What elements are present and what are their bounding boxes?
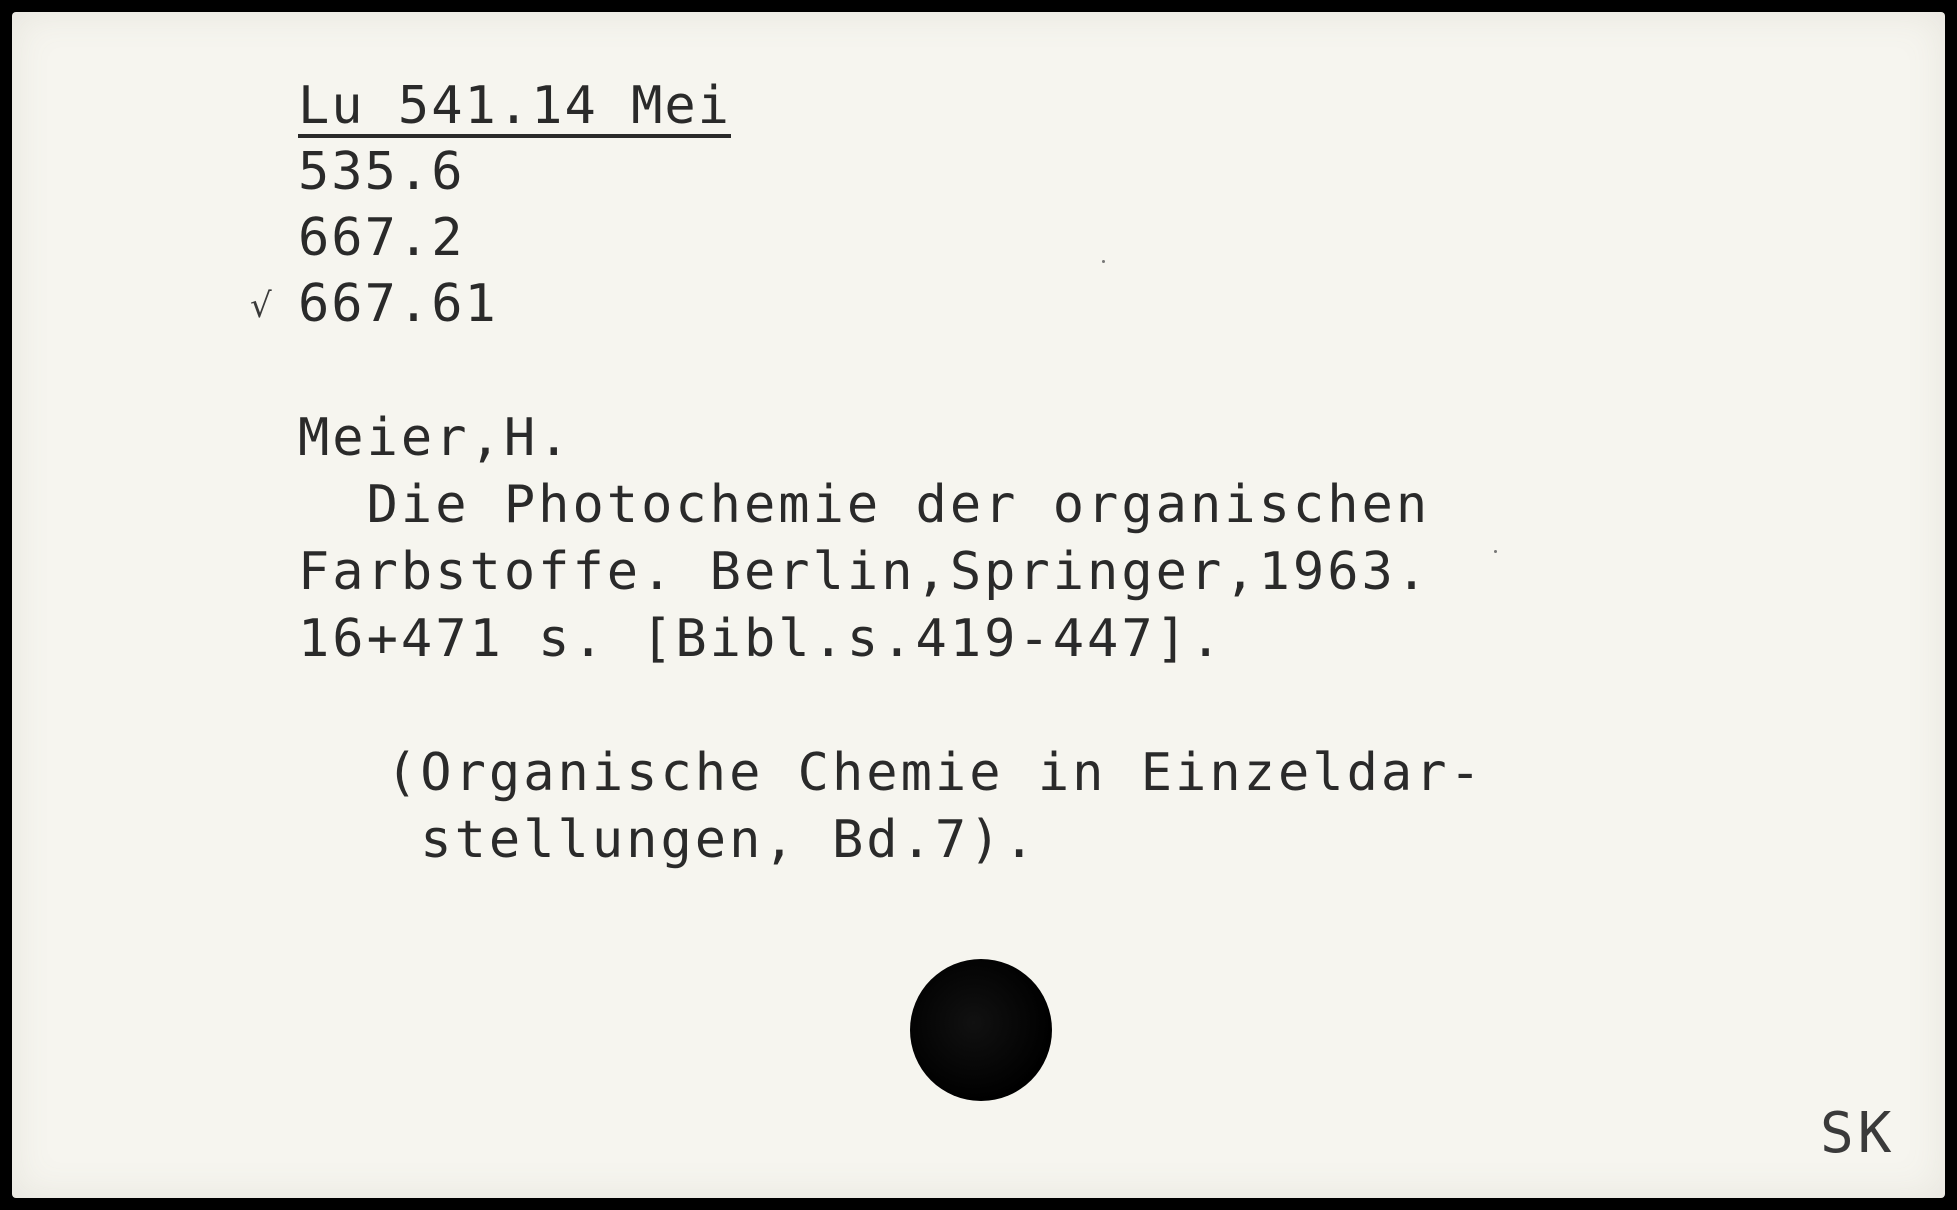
paper-speck	[1494, 550, 1497, 553]
collation-line: 16+471 s. [Bibl.s.419-447].	[298, 609, 1225, 669]
title-line: Die Photochemie der organischen	[298, 475, 1431, 535]
call-number-checked: 667.61	[298, 274, 498, 334]
paper-speck	[1102, 260, 1105, 263]
call-number-secondary: 667.2	[298, 208, 465, 268]
check-mark-icon: √	[250, 286, 272, 326]
call-number-secondary: 535.6	[298, 142, 465, 202]
series-line: (Organische Chemie in Einzeldar-	[386, 743, 1484, 803]
catalog-card	[12, 12, 1945, 1198]
series-line-continued: stellungen, Bd.7).	[386, 810, 1038, 870]
punch-hole	[910, 959, 1052, 1101]
call-number-primary: Lu 541.14 Mei	[298, 76, 731, 136]
imprint-line: Farbstoffe. Berlin,Springer,1963.	[298, 542, 1431, 602]
author-heading: Meier,H.	[298, 408, 573, 468]
cataloger-initials: SK	[1820, 1101, 1896, 1166]
